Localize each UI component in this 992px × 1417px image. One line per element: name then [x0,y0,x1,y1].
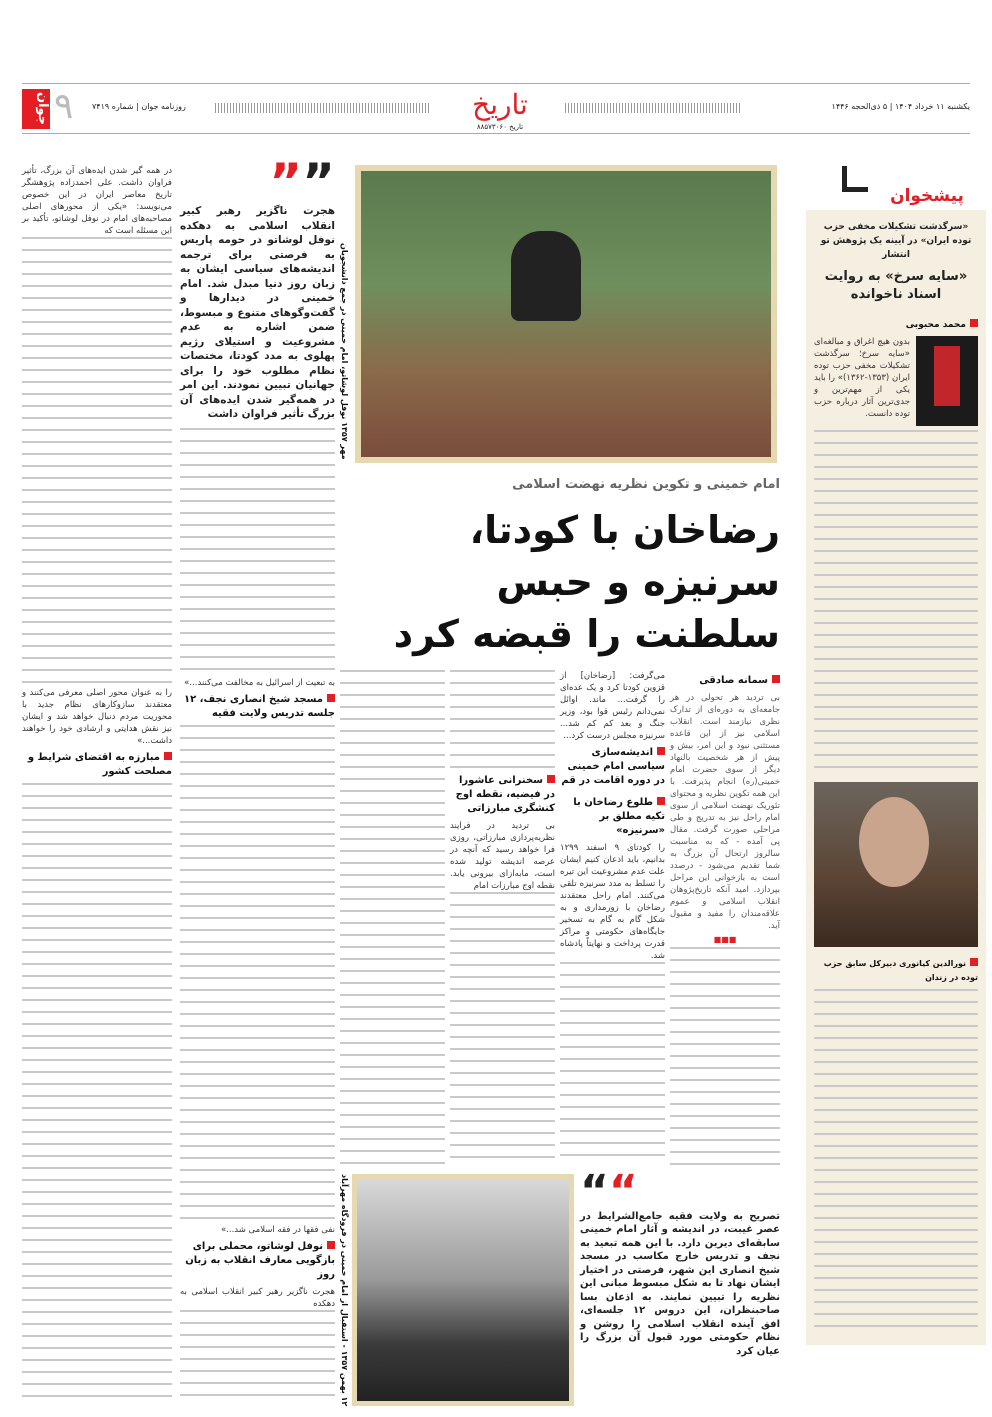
sidebar-photo-caption: نورالدین کیانوری دبیرکل سابق حزب توده در زندان [814,957,978,985]
sidebar-title: «سایه سرخ» به روایت اسناد ناخوانده [824,269,968,302]
main-article [340,476,780,1406]
article-col-2 [560,670,665,1166]
article-lead: بی تردید هر تحولی در هر جامعه‌ای به دوره‌ای از تدارک نظری نیازمند است. انقلاب اسلامی نیز از این قاعده مستثنی نبود و این امر، بیش و پیش از هر شخصیت بالنهاد دیگر از سوی حضرت امام خمینی(ره) انجام پذیرفت. با این همه تکوین نظریه و محتوای تئوریک نهضت اسلامی از سوی امام راحل نیز به تدریج و طی مراحلی صورت گرفت. مقال پی آمده - که به مناسبت سالروز ارتحال آن بزرگ به شما تقدیم می‌شود - درصدد است به بازخوانی این مراحل بپردازد. امید آنکه تاریخ‌پژوهان انقلاب اسلامی و عموم علاقه‌مندان را مفید و مقبول آید. [669,693,780,931]
section-phone: تاریخ ۸۸۵۷۳۰۶۰ [476,123,524,131]
sidebar-intro: بدون هیچ اغراق و مبالغه‌ای «سایه سرخ؛ سرگذشت تشکیلات مخفی حزب توده ایران (۱۳۵۳-۱۳۶۲)» را باید یکی از مهم‌ترین و جدی‌ترین آثار درباره حزب توده دانست. [814,337,911,419]
left-text-2: نفی فقها در فقه اسلامی شد...» [220,1225,335,1235]
subhead-struggle: مبارزه به اقتضای شرایط و مصلحت کشور [22,751,172,779]
header-hatch-right [565,103,740,113]
subhead-qom: اندیشه‌سازی سیاسی امام خمینی در دوره اقامت در قم [561,747,665,786]
left-text-3: هجرت ناگزیر رهبر کبیر انقلاب اسلامی به دهکده [180,1287,335,1309]
subhead-reza-khan: طلوع رضاخان با تکیه مطلق بر «سرنیزه» [560,796,665,838]
header-date: یکشنبه ۱۱ خرداد ۱۴۰۴ | ۵ ذی‌الحجه ۱۴۴۶ [831,102,970,111]
sidebar-kicker: «سرگذشت تشکیلات مخفی حزب توده ایران» در آیینه یک پژوهش تو انتشار [820,222,972,260]
headline: رضاخان با کودتا، سرنیزه و حبس سلطنت را قبضه کرد [393,508,780,656]
crowd-photo-caption: ۱۲ بهمن ۱۳۵۷ - استقبال از امام خمینی در فرودگاه مهرآباد [340,1173,349,1406]
main-photo-caption: مهر ۱۳۵۷ نوفل لوشاتو، امام خمینی در جمع دانشجویان [340,243,349,460]
end-marks: ■■■ [713,935,737,944]
article-col-4 [340,670,445,1166]
article-col-1 [670,670,780,1166]
section-title: تاریخ [472,88,528,121]
quote-icon-2: ”” [269,153,335,211]
pull-quote-box [580,1165,780,1406]
header-bottom-rule [22,133,970,134]
left-col [180,153,335,1400]
pull-quote: تصریح به ولایت فقیه جامع‌الشرایط در عصر غیبت، در اندیشه و آثار امام خمینی سابقه‌ای دیرین دارد. با این همه تبعید به نجف و تدریس خارج مکاسب در مسجد شیخ انصاری این شهر، فرصتی در اختیار ایشان نهاد تا به شکل مبسوط مبانی این نظریه را تبیین نمایند. به اذعان بسا صاحبنظران، این دروس ۱۲ جلسه‌ای، افق آینده انقلاب اسلامی را روشن و نظام حکومتی مورد قبول آن بزرگ را عیان کرد [580,1210,780,1357]
sidebar-label: پیشخوان [890,186,964,206]
crowd-photo [352,1174,574,1406]
article-col-3 [450,670,555,1166]
arrow-icon [842,166,868,192]
subhead-ashura-text: بی تردید در فرایند نظریه‌پردازی مبارزاتی، روزی فرا خواهد رسید که آنچه در عرصه اندیشه تولید شده است، مابه‌ازای بیرونی یابد. نقطه اوج مبارزات امام [450,821,555,891]
subhead-najaf: مسجد شیخ انصاری نجف، ۱۲ جلسه تدریس ولایت فقیه [180,693,335,721]
kianouri-photo [814,782,978,947]
header-hatch-left [215,103,430,113]
sidebar-body-text-2 [814,989,978,1335]
sidebar-box [806,210,986,1345]
header-top-rule [22,83,970,84]
sidebar-body-text [814,430,978,776]
paper-info: روزنامه جوان | شماره ۷۴۱۹ [92,102,186,111]
main-photo [355,165,777,463]
article-author: سمانه صادقی [670,674,780,688]
logo: جوان [22,89,50,129]
article-col2-text: می‌گرفت: [رضاخان] از قزوین کودتا کرد و یک عده‌ای را گرفت... ماند. اوائل نمی‌دانم رئیس قوا بود، وزیر جنگ و بعد کم کم شد... سرنیزه مجلس درست کرد... [560,671,665,741]
left-pull-quote: هجرت ناگزیر رهبر کبیر انقلاب اسلامی به دهکده نوفل لوشاتو در حومه پاریس به فرصتی برای ترجمه اندیشه‌های سیاسی ایشان به زبان روز دنیا مبدل شد. امام خمینی در دیدارها و گفت‌وگوهای متنوع و مبسوط، ضمن اشاره به عدم مشروعیت و استیلای رژیم پهلوی به مدد کودتا، مختصات نظام مطلوب خود را برای جهانیان تبیین نمودند. این امر در همه‌گیر شدن ایده‌های آن بزرگ تأثیر فراوان داشت [180,205,335,420]
subhead-reza-khan-text: را کودتای ۹ اسفند ۱۲۹۹ بدانیم، باید اذعان کنیم ایشان علت عدم مشروعیت این تیره را تسلط به مدد سرنیزه تلقی می‌کنند. امام راحل معتقدند رضاخان با زورمداری و به شکل گام به گام به تسخیر جایگاه‌های حکومتی و مراکز قدرت پرداخت و نهایتاً پادشاه شد. [560,843,666,961]
left-text-1: به تبعیت از اسرائیل به مخالفت می‌کنند...» [184,678,335,688]
article-kicker: امام خمینی و تکوین نظریه نهضت اسلامی [512,477,780,492]
quote-icon: ““ [580,1165,638,1217]
page-number: ۹ [54,86,74,127]
far-left-col [22,165,172,1400]
subhead-ashura: سخنرانی عاشورا در فیضیه، نقطه اوج کنشگری مبارزاتی [450,774,555,816]
far-left-text-2: را به عنوان محور اصلی معرفی می‌کنند و معتقدند سازوکارهای نظام جدید با محوریت مردم دنبال خواهد شد و ایشان نیز نقش هدایتی و ارشادی خود را خواهند داشت...» [22,688,172,746]
article-columns [340,670,780,1166]
far-left-text-1: در همه گیر شدن ایده‌های آن بزرگ، تأثیر فراوان داشت. علی احمدزاده پژوهشگر تاریخ معاصر ایران در این خصوص می‌نویسد: «یکی از محورهای اصلی مصاحبه‌های امام در نوفل لوشاتو، تأکید بر این مسئله است که [22,166,172,236]
sidebar-author: محمد محبوبی [814,318,978,332]
book-cover [916,336,978,426]
subhead-neauphle: نوفل لوشاتو، محملی برای بازگویی معارف انقلاب به زبان روز [180,1240,335,1282]
article-bottom [340,1165,780,1406]
crowd-photo-box [340,1174,574,1406]
